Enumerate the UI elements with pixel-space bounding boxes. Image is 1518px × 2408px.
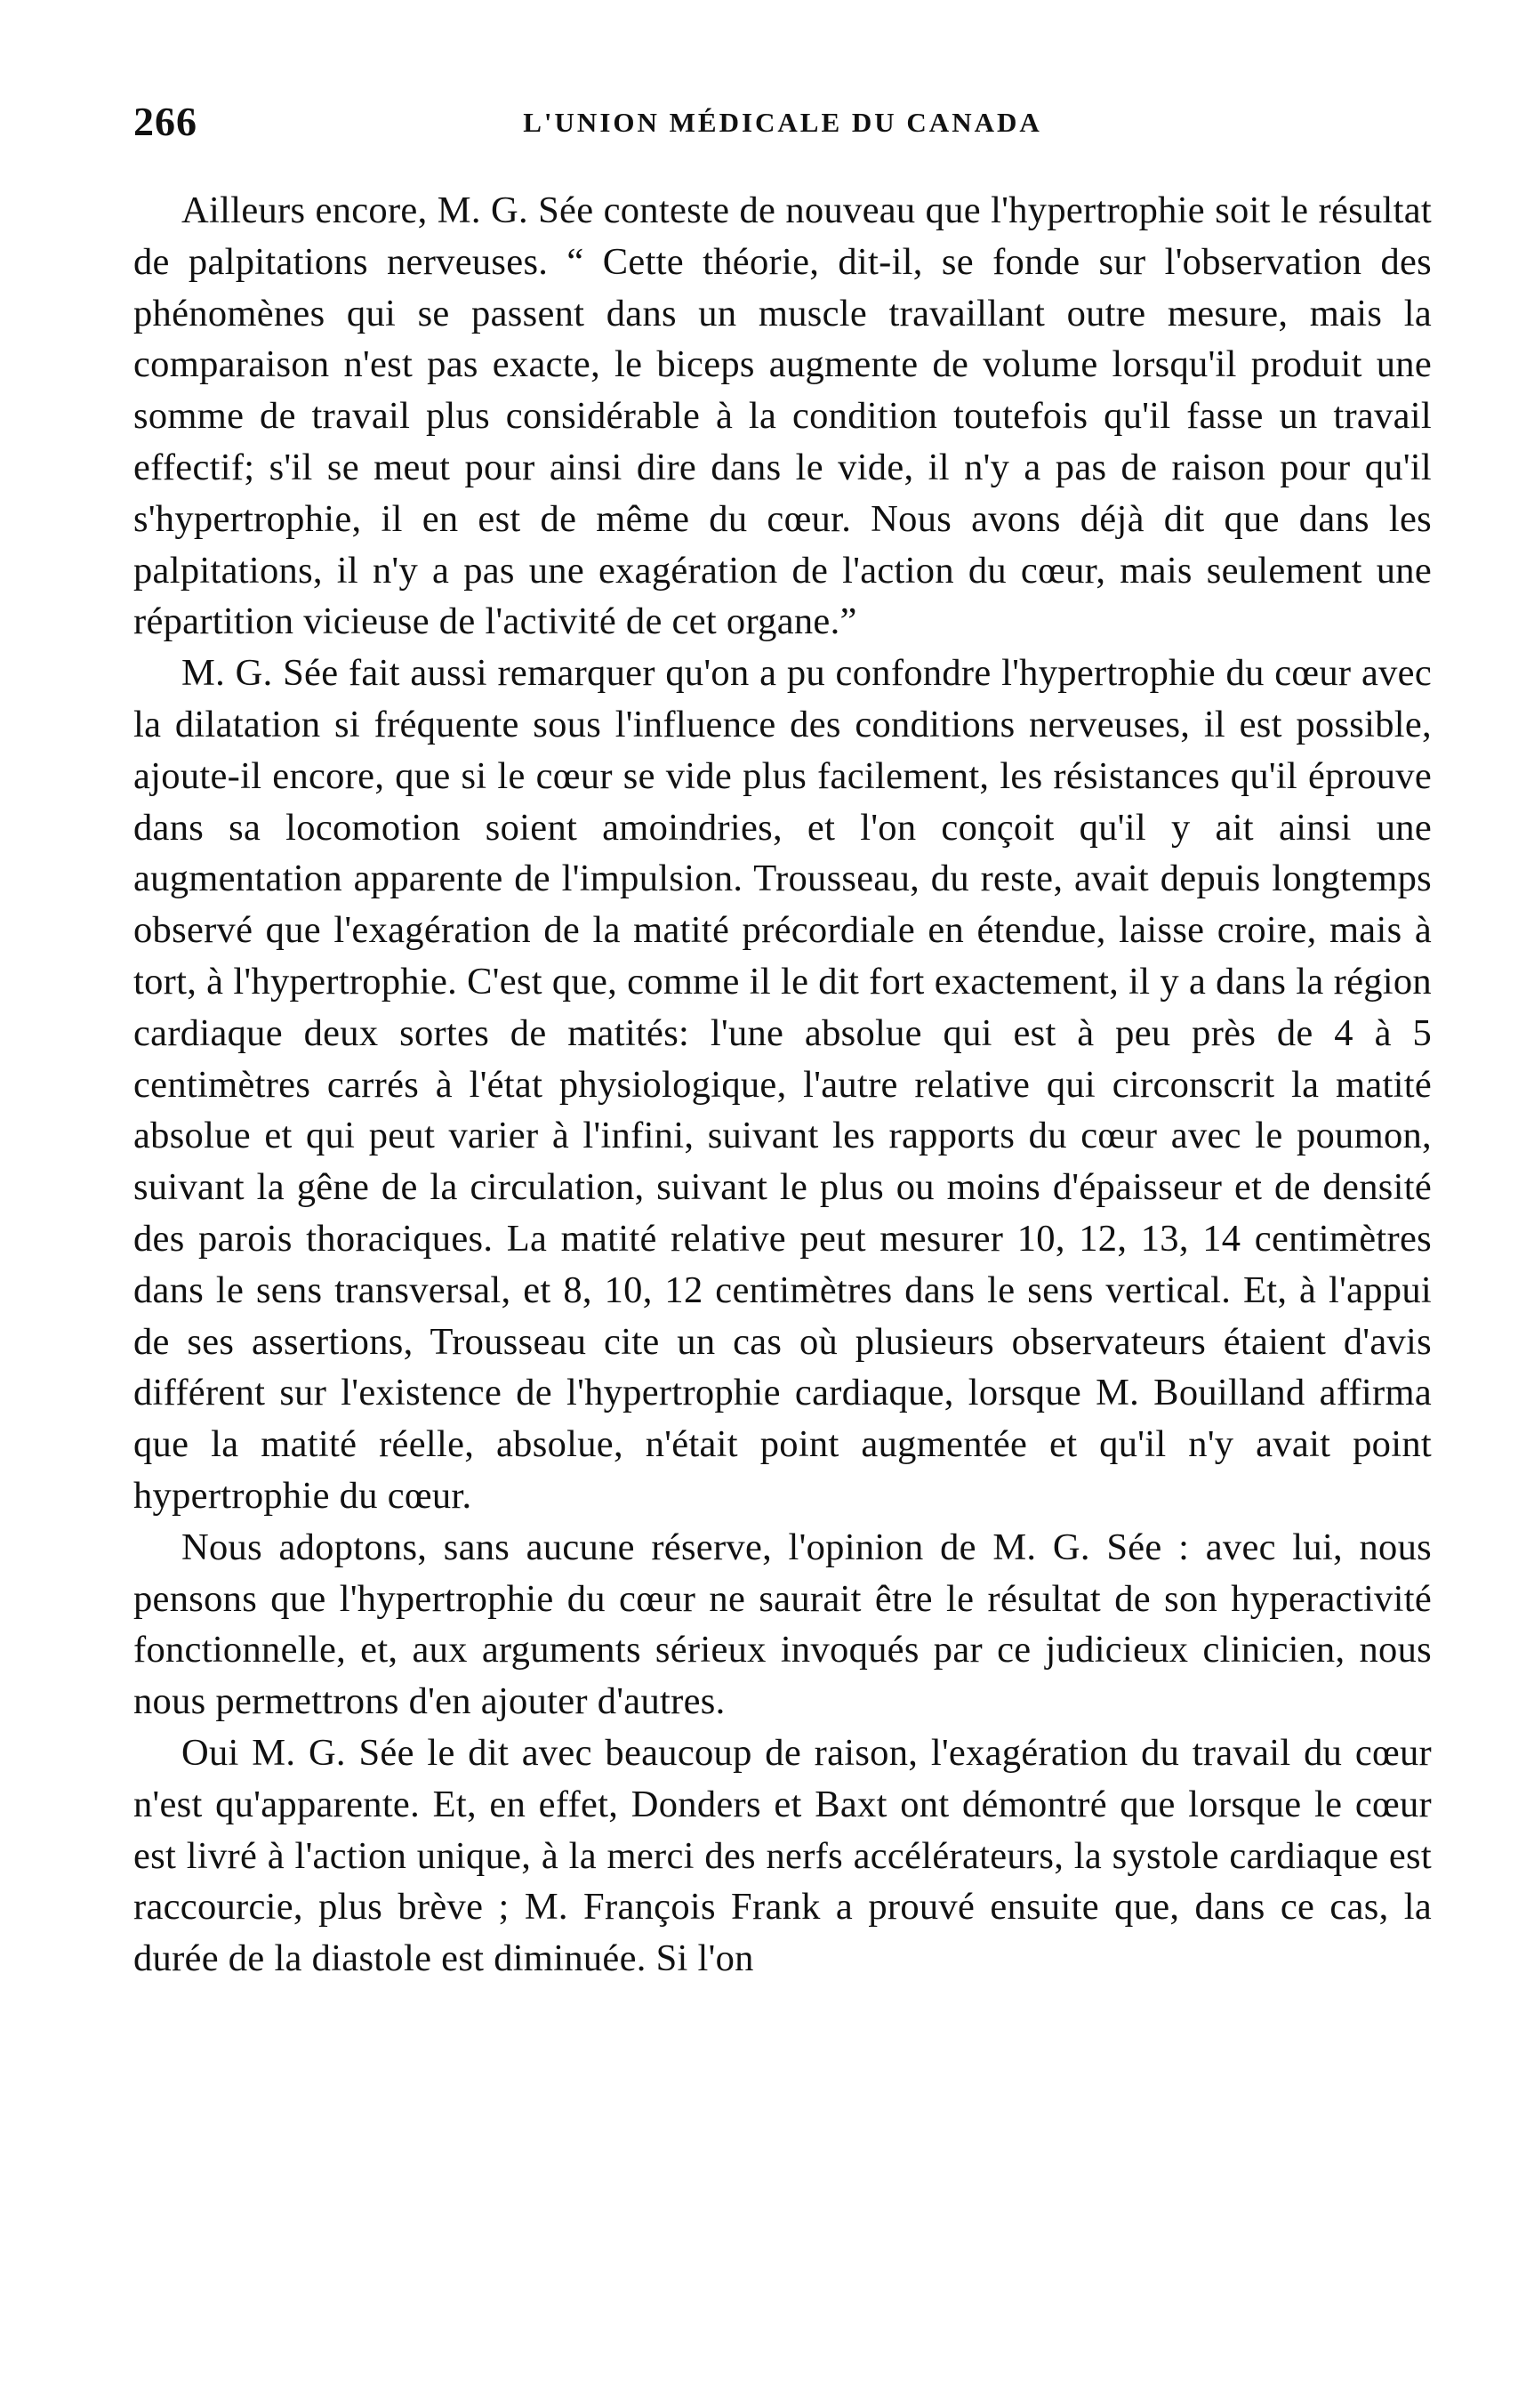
body-text (133, 185, 1432, 1985)
paragraph: M. G. Sée fait aussi remarquer qu'on a pu confondre l'hypertrophie du cœur avec la dilatation si fréquente sous l'influence des conditions nerveuses, il est possible, ajoute-il encore, que si le cœur se vide plus facilement, les résistances qu'il éprouve dans sa locomotion soient amoindries, et l'on conçoit qu'il y ait ainsi une augmentation apparente de l'impulsion. Trousseau, du reste, avait depuis longtemps observé que l'exagération de la matité précordiale en étendue, laisse croire, mais à tort, à l'hypertrophie. C'est que, comme il le dit fort exactement, il y a dans la région cardiaque deux sortes de matités: l'une absolue qui est à peu près de 4 à 5 centimètres carrés à l'état physiologique, l'autre relative qui circonscrit la matité absolue et qui peut varier à l'infini, suivant les rapports du cœur avec le poumon, suivant la gêne de la circulation, suivant le plus ou moins d'épaisseur et de densité des parois thoraciques. La matité relative peut mesurer 10, 12, 13, 14 centimètres dans le sens transversal, et 8, 10, 12 centimètres dans le sens vertical. Et, à l'appui de ses assertions, Trousseau cite un cas où plusieurs observateurs étaient d'avis différent sur l'existence de l'hypertrophie cardiaque, lorsque M. Bouilland affirma que la matité réelle, absolue, n'était point augmentée et qu'il n'y avait point hypertrophie du cœur. (133, 652, 1432, 1517)
paragraph: Nous adoptons, sans aucune réserve, l'opinion de M. G. Sée : avec lui, nous pensons que l'hypertrophie du cœur ne saurait être le résultat de son hyperactivité fonctionnelle, et, aux arguments sérieux invoqués par ce judicieux clinicien, nous nous permettrons d'en ajouter d'autres. (133, 1526, 1432, 1723)
journal-title: L'UNION MÉDICALE DU CANADA (523, 107, 1042, 138)
paragraph: Oui M. G. Sée le dit avec beaucoup de raison, l'exagération du travail du cœur n'est qu'apparente. Et, en effet, Donders et Baxt ont démontré que lorsque le cœur est livré à l'action unique, à la merci des nerfs accélérateurs, la systole cardiaque est raccourcie, plus brève ; M. François Frank a prouvé ensuite que, dans ce cas, la durée de la diastole est diminuée. Si l'on (133, 1731, 1432, 1980)
paragraph: Ailleurs encore, M. G. Sée conteste de nouveau que l'hypertrophie soit le résultat de palpitations nerveuses. “ Cette théorie, dit-il, se fonde sur l'observation des phénomènes qui se passent dans un muscle travaillant outre mesure, mais la comparaison n'est pas exacte, le biceps augmente de volume lorsqu'il produit une somme de travail plus considérable à la condition toutefois qu'il fasse un travail effectif; s'il se meut pour ainsi dire dans le vide, il n'y a pas de raison pour qu'il s'hypertrophie, il en est de même du cœur. Nous avons déjà dit que dans les palpitations, il n'y a pas une exagération de l'action du cœur, mais seulement une répartition vicieuse de l'activité de cet organe.” (133, 189, 1432, 643)
running-head (133, 98, 1432, 151)
document-page (133, 98, 1432, 1985)
page-number: 266 (133, 99, 197, 144)
